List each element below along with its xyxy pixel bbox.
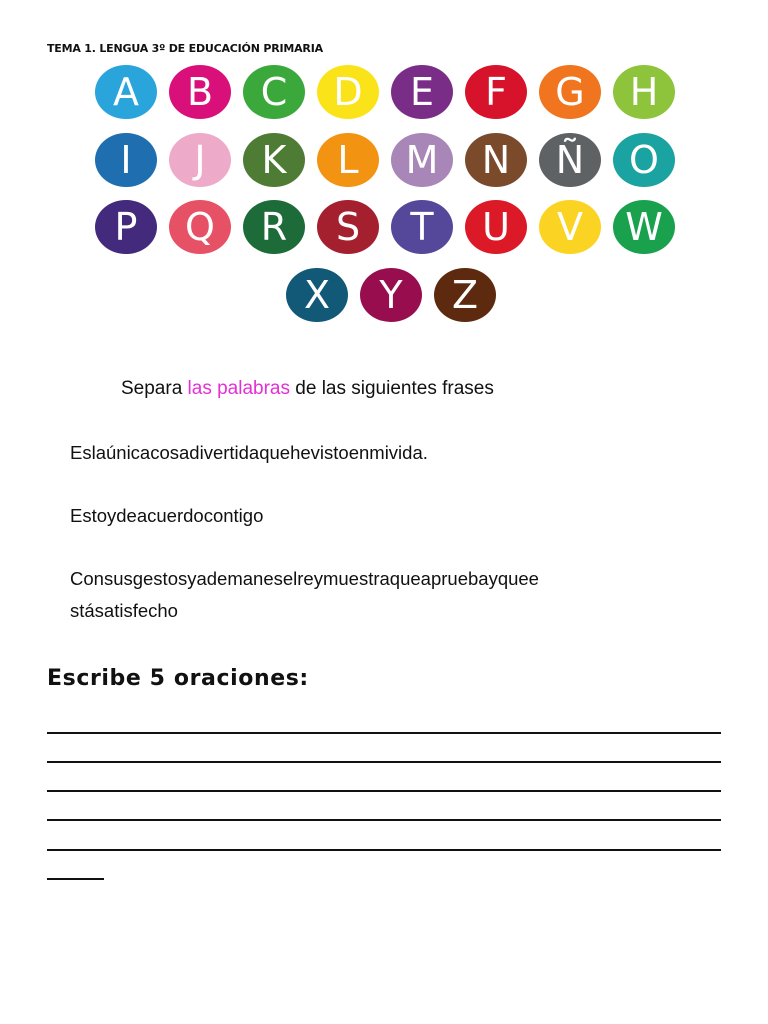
- letter-circle-p: [95, 200, 157, 254]
- letter-circle-v: [539, 200, 601, 254]
- letter-label: H: [629, 70, 659, 114]
- letter-label: N: [481, 138, 511, 182]
- alphabet-circles: [0, 0, 768, 340]
- letter-circle-j: [169, 133, 231, 187]
- instruction-text-start: Separa: [121, 378, 188, 399]
- sentence-2: Estoydeacuerdocontigo: [70, 505, 264, 526]
- writing-line: [47, 732, 721, 734]
- letter-circle-w: [613, 200, 675, 254]
- letter-label: R: [260, 205, 288, 249]
- letter-label: Q: [185, 205, 215, 249]
- letter-circle-ñ: [539, 133, 601, 187]
- letter-circle-x: [286, 268, 348, 322]
- letter-label: J: [194, 138, 206, 182]
- page-header: TEMA 1. LENGUA 3º DE EDUCACIÓN PRIMARIA: [47, 42, 323, 55]
- letter-circle-e: [391, 65, 453, 119]
- letter-circle-t: [391, 200, 453, 254]
- letter-label: X: [303, 273, 331, 317]
- writing-line: [47, 849, 721, 851]
- letter-label: I: [120, 138, 132, 182]
- letter-circle-n: [465, 133, 527, 187]
- letter-circle-s: [317, 200, 379, 254]
- letter-circle-d: [317, 65, 379, 119]
- letter-circle-k: [243, 133, 305, 187]
- letter-circle-g: [539, 65, 601, 119]
- writing-line: [47, 790, 721, 792]
- letter-circle-q: [169, 200, 231, 254]
- letter-label: Y: [379, 273, 403, 317]
- letter-label: S: [335, 205, 361, 249]
- letter-label: A: [113, 70, 139, 114]
- writing-line: [47, 761, 721, 763]
- letter-label: W: [625, 205, 663, 249]
- letter-label: O: [629, 138, 659, 182]
- letter-circle-c: [243, 65, 305, 119]
- letter-label: Ñ: [555, 138, 585, 182]
- letter-circle-b: [169, 65, 231, 119]
- writing-line: [47, 819, 721, 821]
- letter-circle-y: [360, 268, 422, 322]
- letter-label: Z: [451, 273, 479, 317]
- instruction-highlight: las palabras: [187, 378, 290, 399]
- letter-circle-h: [613, 65, 675, 119]
- letter-label: F: [485, 70, 507, 114]
- write-section-title: Escribe 5 oraciones:: [47, 666, 309, 691]
- letter-label: T: [410, 205, 434, 249]
- letter-label: M: [405, 138, 439, 182]
- sentence-1: Eslaúnicacosadivertidaquehevistoenmivida.: [70, 442, 428, 463]
- letter-label: B: [186, 70, 214, 114]
- sentence-3-line-2: stásatisfecho: [70, 600, 178, 621]
- letter-circle-r: [243, 200, 305, 254]
- letter-label: G: [555, 70, 585, 114]
- letter-label: K: [261, 138, 287, 182]
- letter-label: U: [482, 205, 510, 249]
- letter-label: C: [260, 70, 288, 114]
- letter-label: E: [409, 70, 434, 114]
- letter-circle-o: [613, 133, 675, 187]
- letter-circle-i: [95, 133, 157, 187]
- letter-label: V: [557, 205, 583, 249]
- sentence-3-line-1: Consusgestosyademaneselreymuestraqueapruebayquee: [70, 568, 539, 589]
- writing-line-short: [47, 878, 104, 880]
- letter-label: P: [114, 205, 138, 249]
- letter-circle-a: [95, 65, 157, 119]
- letter-circle-l: [317, 133, 379, 187]
- letter-label: L: [337, 138, 359, 182]
- letter-circle-u: [465, 200, 527, 254]
- letter-label: D: [333, 70, 363, 114]
- letter-circle-f: [465, 65, 527, 119]
- letter-circle-z: [434, 268, 496, 322]
- instruction-text-end: de las siguientes frases: [290, 378, 494, 399]
- letter-circle-m: [391, 133, 453, 187]
- exercise-instruction: [121, 378, 494, 400]
